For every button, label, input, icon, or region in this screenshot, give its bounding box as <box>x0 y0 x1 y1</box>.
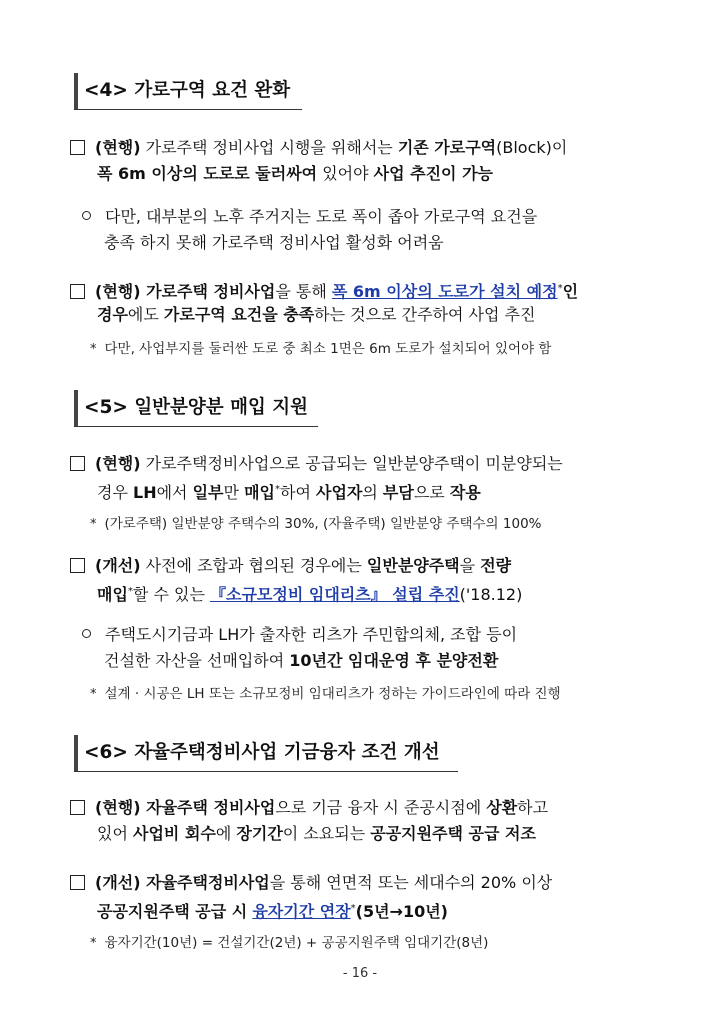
paragraph-line: 충족 하지 못해 가로주택 정비사업 활성화 어려움 <box>104 233 444 252</box>
checkbox-bullet-icon <box>70 558 85 573</box>
paragraph-line: (개선) 사전에 조합과 협의된 경우에는 일반분양주택을 전량 <box>70 555 511 577</box>
checkbox-bullet-icon <box>70 875 85 890</box>
section-title: <4> 가로구역 요건 완화 <box>84 80 291 101</box>
asterisk-bullet-icon: * <box>90 517 97 532</box>
paragraph-line: (현행) 자율주택 정비사업으로 기금 융자 시 준공시점에 상환하고 <box>70 797 548 819</box>
paragraph-line: 폭 6m 이상의 도로로 둘러싸여 있어야 사업 추진이 가능 <box>97 164 493 183</box>
page-number: - 16 - <box>342 966 378 981</box>
paragraph-line: (현행) 가로주택 정비사업 시행을 위해서는 기존 가로구역(Block)이 <box>70 137 567 159</box>
asterisk-bullet-icon: * <box>90 342 97 357</box>
checkbox-bullet-icon <box>70 800 85 815</box>
checkbox-bullet-icon <box>70 456 85 471</box>
asterisk-bullet-icon: * <box>90 936 97 951</box>
checkbox-bullet-icon <box>70 140 85 155</box>
paragraph-line: 경우에도 가로구역 요건을 충족하는 것으로 간주하여 사업 추진 <box>97 305 536 324</box>
paragraph-line: 있어 사업비 회수에 장기간이 소요되는 공공지원주택 공급 저조 <box>97 824 536 843</box>
paragraph-line: 주택도시기금과 LH가 출자한 리츠가 주민합의체, 조합 등이 <box>82 624 517 646</box>
circle-bullet-icon <box>82 629 91 638</box>
paragraph-line: (현행) 가로주택 정비사업을 통해 폭 6m 이상의 도로가 설치 예정*인 <box>70 278 578 303</box>
footnote: * 다만, 사업부지를 둘러싼 도로 중 최소 1면은 6m 도로가 설치되어 있어야 함 <box>90 338 551 361</box>
paragraph-line: (현행) 가로주택정비사업으로 공급되는 일반분양주택이 미분양되는 <box>70 453 563 475</box>
section-title: <6> 자율주택정비사업 기금융자 조건 개선 <box>84 742 440 763</box>
section-heading <box>74 390 318 427</box>
paragraph-line: 다만, 대부분의 노후 주거지는 도로 폭이 좁아 가로구역 요건을 <box>82 206 537 228</box>
section-heading <box>74 735 458 772</box>
section-heading <box>74 73 302 110</box>
footnote: * (가로주택) 일반분양 주택수의 30%, (자율주택) 일반분양 주택수의 100% <box>90 513 541 536</box>
paragraph-line: (개선) 자율주택정비사업을 통해 연면적 또는 세대수의 20% 이상 <box>70 872 552 894</box>
footnote: * 융자기간(10년) = 건설기간(2년) + 공공지원주택 임대기간(8년) <box>90 932 488 955</box>
checkbox-bullet-icon <box>70 284 85 299</box>
asterisk-bullet-icon: * <box>90 687 97 702</box>
circle-bullet-icon <box>82 211 91 220</box>
section-title: <5> 일반분양분 매입 지원 <box>84 397 309 418</box>
footnote: * 설계 · 시공은 LH 또는 소규모정비 임대리츠가 정하는 가이드라인에 따라 진행 <box>90 683 561 706</box>
paragraph-line: 건설한 자산을 선매입하여 10년간 임대운영 후 분양전환 <box>104 651 499 670</box>
paragraph-line: 매입*할 수 있는 『소규모정비 임대리츠』 설립 추진('18.12) <box>97 585 523 604</box>
paragraph-line: 공공지원주택 공급 시 융자기간 연장*(5년→10년) <box>97 902 448 921</box>
paragraph-line: 경우 LH에서 일부만 매입*하여 사업자의 부담으로 작용 <box>97 483 481 502</box>
